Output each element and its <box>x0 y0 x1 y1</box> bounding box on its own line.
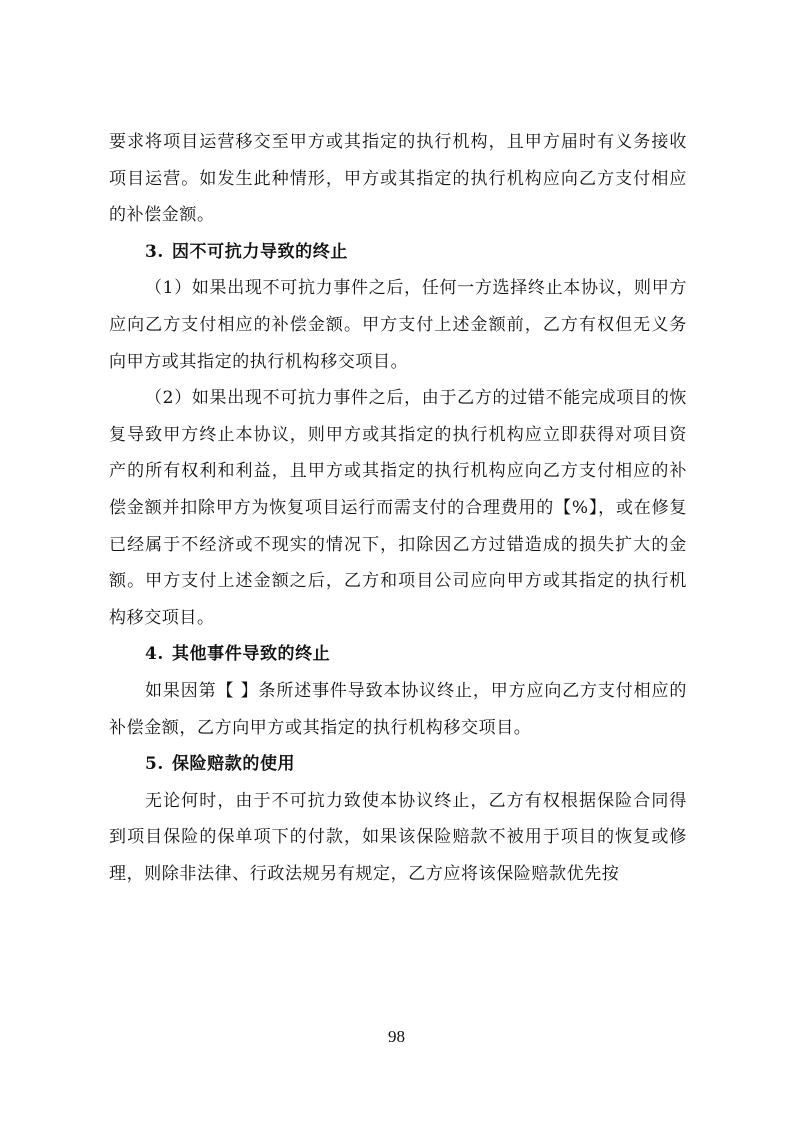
section-heading-3 <box>109 234 687 271</box>
section-heading-4 <box>109 636 687 673</box>
paragraph-force-majeure-1: （1）如果出现不可抗力事件之后，任何一方选择终止本协议，则甲方应向乙方支付相应的补偿金额。甲方支付上述金额前，乙方有权但无义务向甲方或其指定的执行机构移交项目。 <box>109 278 687 372</box>
paragraph-other-events: 如果因第【 】条所述事件导致本协议终止，甲方应向乙方支付相应的补偿金额，乙方向甲方或其指定的执行机构移交项目。 <box>109 680 687 738</box>
body-text <box>109 124 687 892</box>
heading-number: 4. <box>145 644 164 665</box>
paragraph-continuation: 要求将项目运营移交至甲方或其指定的执行机构，且甲方届时有义务接收项目运营。如发生此种情形，甲方或其指定的执行机构应向乙方支付相应的补偿金额。 <box>109 132 687 226</box>
section-heading-5 <box>109 746 687 783</box>
heading-text: 其他事件导致的终止 <box>171 644 331 665</box>
heading-text: 因不可抗力导致的终止 <box>171 241 348 262</box>
heading-number: 3. <box>145 241 164 262</box>
heading-text: 保险赔款的使用 <box>171 754 296 775</box>
heading-number: 5. <box>145 754 164 775</box>
page-number: 98 <box>388 1027 405 1046</box>
paragraph-force-majeure-2: （2）如果出现不可抗力事件之后，由于乙方的过错不能完成项目的恢复导致甲方终止本协议，则甲方或其指定的执行机构应立即获得对项目资产的所有权利和利益，且甲方或其指定的执行机构应向乙方支付相应的补偿金额并扣除甲方为恢复项目运行而需支付的合理费用的【%】，或在修复已经属于不经济或不现实的情况下，扣除因乙方过错造成的损失扩大的金额。甲方支付上述金额之后，乙方和项目公司应向甲方或其指定的执行机构移交项目。 <box>109 388 687 628</box>
paragraph-insurance: 无论何时，由于不可抗力致使本协议终止，乙方有权根据保险合同得到项目保险的保单项下的付款，如果该保险赔款不被用于项目的恢复或修理，则除非法律、行政法规另有规定，乙方应将该保险赔款优先按 <box>109 790 687 884</box>
